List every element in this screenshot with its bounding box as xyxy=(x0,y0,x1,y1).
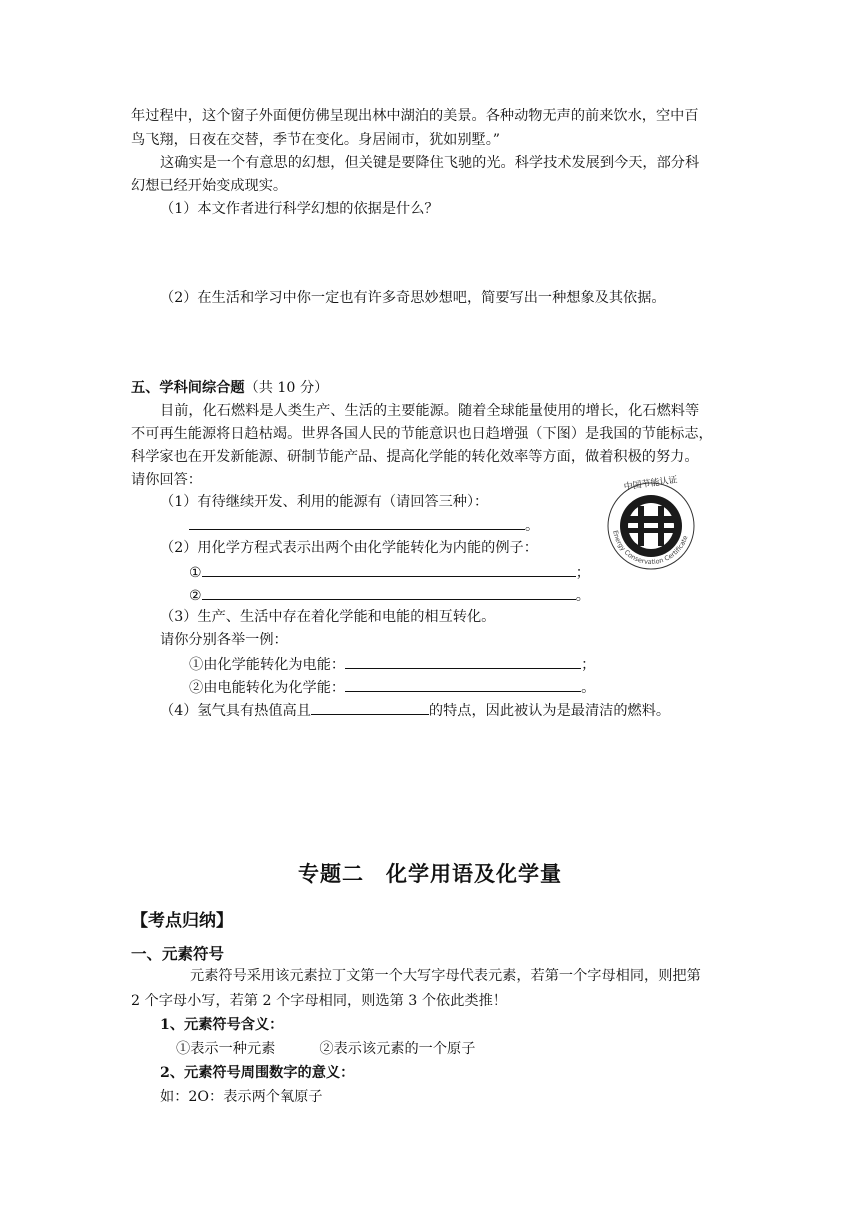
passage-line: 年过程中，这个窗子外面便仿佛呈现出林中湖泊的美景。各种动物无声的前来饮水，空中百 xyxy=(131,108,699,124)
subsection-heading: 2、元素符号周围数字的意义： xyxy=(160,1065,355,1081)
topic-title: 专题二 化学用语及化学量 xyxy=(298,861,562,886)
answer-line-3b xyxy=(189,676,595,698)
answer-label: ②由电能转化为化学能： xyxy=(189,680,346,696)
section-5-paragraph: 请你回答： xyxy=(131,472,202,488)
logo-ring-text: Energy Conservation Certificate xyxy=(611,529,690,567)
section-5-heading xyxy=(131,378,328,398)
answer-blank[interactable] xyxy=(202,584,576,600)
subsection-heading: 1、元素符号含义： xyxy=(160,1017,284,1033)
question-2: （2）在生活和学习中你一定也有许多奇思妙想吧，简要写出一种想象及其依据。 xyxy=(160,290,666,306)
answer-blank[interactable] xyxy=(202,561,576,577)
punctuation: 。 xyxy=(575,588,590,604)
example-text: 如：2O：表示两个氧原子 xyxy=(160,1089,323,1105)
passage-line: 幻想已经开始变成现实。 xyxy=(131,178,288,194)
section-score: （共 10 分） xyxy=(244,380,329,396)
energy-conservation-logo-icon xyxy=(597,472,705,572)
logo-top-text: 中国节能认证 xyxy=(623,475,679,493)
section-5-paragraph: 科学家也在开发新能源、研制节能产品、提高化学能的转化效率等方面，做着积极的努力。 xyxy=(131,449,699,465)
sub-question-1: （1）有待继续开发、利用的能源有（请回答三种）： xyxy=(160,494,489,510)
circled-number: ① xyxy=(189,565,202,581)
punctuation: ； xyxy=(581,657,596,673)
answer-line-1 xyxy=(189,514,539,536)
answer-label: ①由化学能转化为电能： xyxy=(189,657,346,673)
answer-blank[interactable] xyxy=(189,514,525,530)
sub-question-2: （2）用化学方程式表示出两个由化学能转化为内能的例子： xyxy=(160,540,538,556)
sub-question-4 xyxy=(160,699,670,721)
sub-question-3: （3）生产、生活中存在着化学能和电能的相互转化。 xyxy=(160,609,496,625)
punctuation: ； xyxy=(575,565,590,581)
answer-blank[interactable] xyxy=(345,676,581,692)
section-5-paragraph: 不可再生能源将日趋枯竭。世界各国人民的节能意识也日趋增强（下图）是我国的节能标志， xyxy=(131,426,713,442)
question-1: （1）本文作者进行科学幻想的依据是什么？ xyxy=(160,201,439,217)
section-heading-text: 五、学科间综合题 xyxy=(131,380,245,396)
meaning-item: ①表示一种元素 xyxy=(176,1041,276,1057)
passage-line: 鸟飞翔，日夜在交替，季节在变化。身居闹市，犹如别墅。” xyxy=(131,132,501,148)
punctuation: 。 xyxy=(525,518,540,534)
meanings-row xyxy=(176,1039,475,1059)
punctuation: 。 xyxy=(581,680,596,696)
question-text: 的特点，因此被认为是最清洁的燃料。 xyxy=(428,703,671,719)
answer-line-3a xyxy=(189,653,595,675)
topic-paragraph: 元素符号采用该元素拉丁文第一个大写字母代表元素，若第一个字母相同，则把第 xyxy=(190,968,701,984)
section-5-paragraph: 目前，化石燃料是人类生产、生活的主要能源。随着全球能量使用的增长，化石燃料等 xyxy=(160,403,700,419)
meaning-item: ②表示该元素的一个原子 xyxy=(319,1041,476,1057)
summary-heading: 【考点归纳】 xyxy=(131,911,233,931)
section-1-heading: 一、元素符号 xyxy=(131,944,225,963)
answer-blank[interactable] xyxy=(345,653,581,669)
passage-line: 这确实是一个有意思的幻想，但关键是要降住飞驰的光。科学技术发展到今天，部分科 xyxy=(160,155,700,171)
answer-line-2a xyxy=(189,561,590,583)
sub-question-3-prompt: 请你分别各举一例： xyxy=(160,632,288,648)
circled-number: ② xyxy=(189,588,202,604)
topic-paragraph: 2 个字母小写，若第 2 个字母相同，则选第 3 个依此类推！ xyxy=(131,993,507,1009)
answer-line-2b xyxy=(189,584,590,606)
answer-blank[interactable] xyxy=(311,699,429,715)
question-text: （4）氢气具有热值高且 xyxy=(160,703,311,719)
